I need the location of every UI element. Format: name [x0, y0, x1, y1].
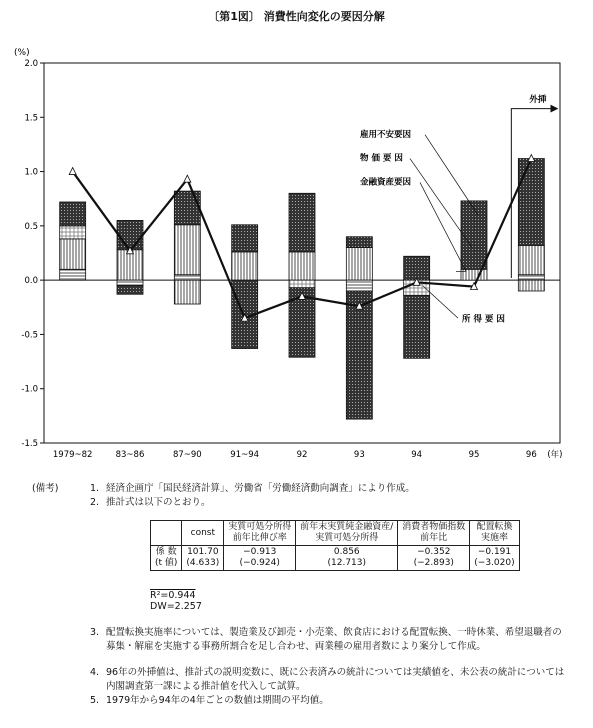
bar-segment: [461, 269, 487, 280]
annotation-employment: 雇用不安要因: [360, 129, 412, 140]
line-point: [69, 168, 76, 175]
y-tick-label: 1.0: [24, 167, 38, 178]
y-tick-label: 0.0: [24, 276, 38, 287]
table-cell: −0.913 (−0.924): [224, 546, 296, 571]
bar-segment: [518, 159, 544, 246]
x-tick-label: 93: [353, 450, 365, 460]
regression-stats: [150, 590, 202, 612]
bar-segment: [461, 201, 487, 269]
y-tick-label: -1.5: [21, 439, 38, 449]
x-tick-label: 95: [468, 450, 480, 460]
y-tick-label: -0.5: [21, 330, 38, 341]
annotation-financial: 金融資産要因: [360, 177, 412, 188]
bar-segment: [117, 220, 143, 249]
x-tick-label: 1979~82: [52, 450, 93, 460]
x-tick-label: 92: [296, 450, 308, 460]
bar-segment: [174, 225, 200, 275]
bar-segment: [518, 245, 544, 274]
bar-segment: [232, 252, 258, 280]
bar-segment: [117, 280, 143, 285]
bar-segment: [518, 275, 544, 280]
annotation-price: 物 価 要 因: [360, 153, 403, 164]
bar-segment: [346, 248, 372, 281]
bar-segment: [60, 202, 86, 226]
x-tick-label: 94: [411, 450, 423, 460]
bar-segment: [60, 226, 86, 239]
table-cell: 101.70 (4.633): [182, 546, 224, 571]
bar-segment: [60, 269, 86, 280]
bar-segment: [518, 280, 544, 291]
bar-segment: [289, 280, 315, 288]
bar-segment: [404, 256, 430, 280]
table-header: 消費者物価指数 前年比: [398, 521, 470, 546]
bar-segment: [60, 239, 86, 269]
bar-segment: [232, 225, 258, 252]
bar-segment: [404, 295, 430, 358]
extrapolation-label: 外挿: [529, 95, 547, 106]
x-tick-label: 96: [525, 450, 537, 460]
line-point: [528, 155, 535, 162]
table-header: 配置転換 実施率: [470, 521, 519, 546]
y-tick-label: 1.5: [24, 113, 38, 124]
x-axis-unit: (年): [547, 450, 563, 460]
table-header: const: [182, 521, 224, 546]
y-axis-label: (%): [14, 48, 30, 58]
bar-segment: [289, 252, 315, 280]
notes-label: (備考): [32, 483, 59, 494]
annotation-income: 所 得 要 因: [462, 314, 505, 325]
y-tick-label: -1.0: [21, 384, 38, 395]
bar-segment: [289, 193, 315, 252]
table-cell: −0.191 (−3.020): [470, 546, 519, 571]
table-header: 前年末実質純金融資産/ 実質可処分所得: [296, 521, 398, 546]
bar-segment: [117, 250, 143, 280]
durbin-watson: DW=2.257: [150, 601, 202, 612]
table-header: 実質可処分所得 前年比伸び率: [224, 521, 296, 546]
y-tick-label: 2.0: [24, 59, 38, 69]
table-cell: 0.856 (12.713): [296, 546, 398, 571]
bar-line-chart: [0, 38, 593, 478]
r-squared: R²=0.944: [150, 590, 196, 601]
table-row-label: 係 数 (t 値): [151, 546, 182, 571]
regression-table: [150, 520, 520, 571]
bar-segment: [346, 291, 372, 419]
line-point: [184, 175, 191, 182]
table-cell: −0.352 (−2.893): [398, 546, 470, 571]
bar-segment: [174, 191, 200, 225]
y-tick-label: 0.5: [24, 221, 38, 232]
bar-segment: [346, 237, 372, 248]
bar-segment: [174, 275, 200, 280]
leader-line: [425, 135, 478, 215]
x-tick-label: 87~90: [172, 450, 202, 460]
figure-title: 〔第1図〕 消費性向変化の要因分解: [208, 10, 385, 23]
bar-segment: [346, 280, 372, 291]
bar-segment: [174, 280, 200, 304]
x-tick-label: 91~94: [230, 450, 260, 460]
bar-segment: [117, 286, 143, 295]
x-tick-label: 83~86: [115, 450, 145, 460]
